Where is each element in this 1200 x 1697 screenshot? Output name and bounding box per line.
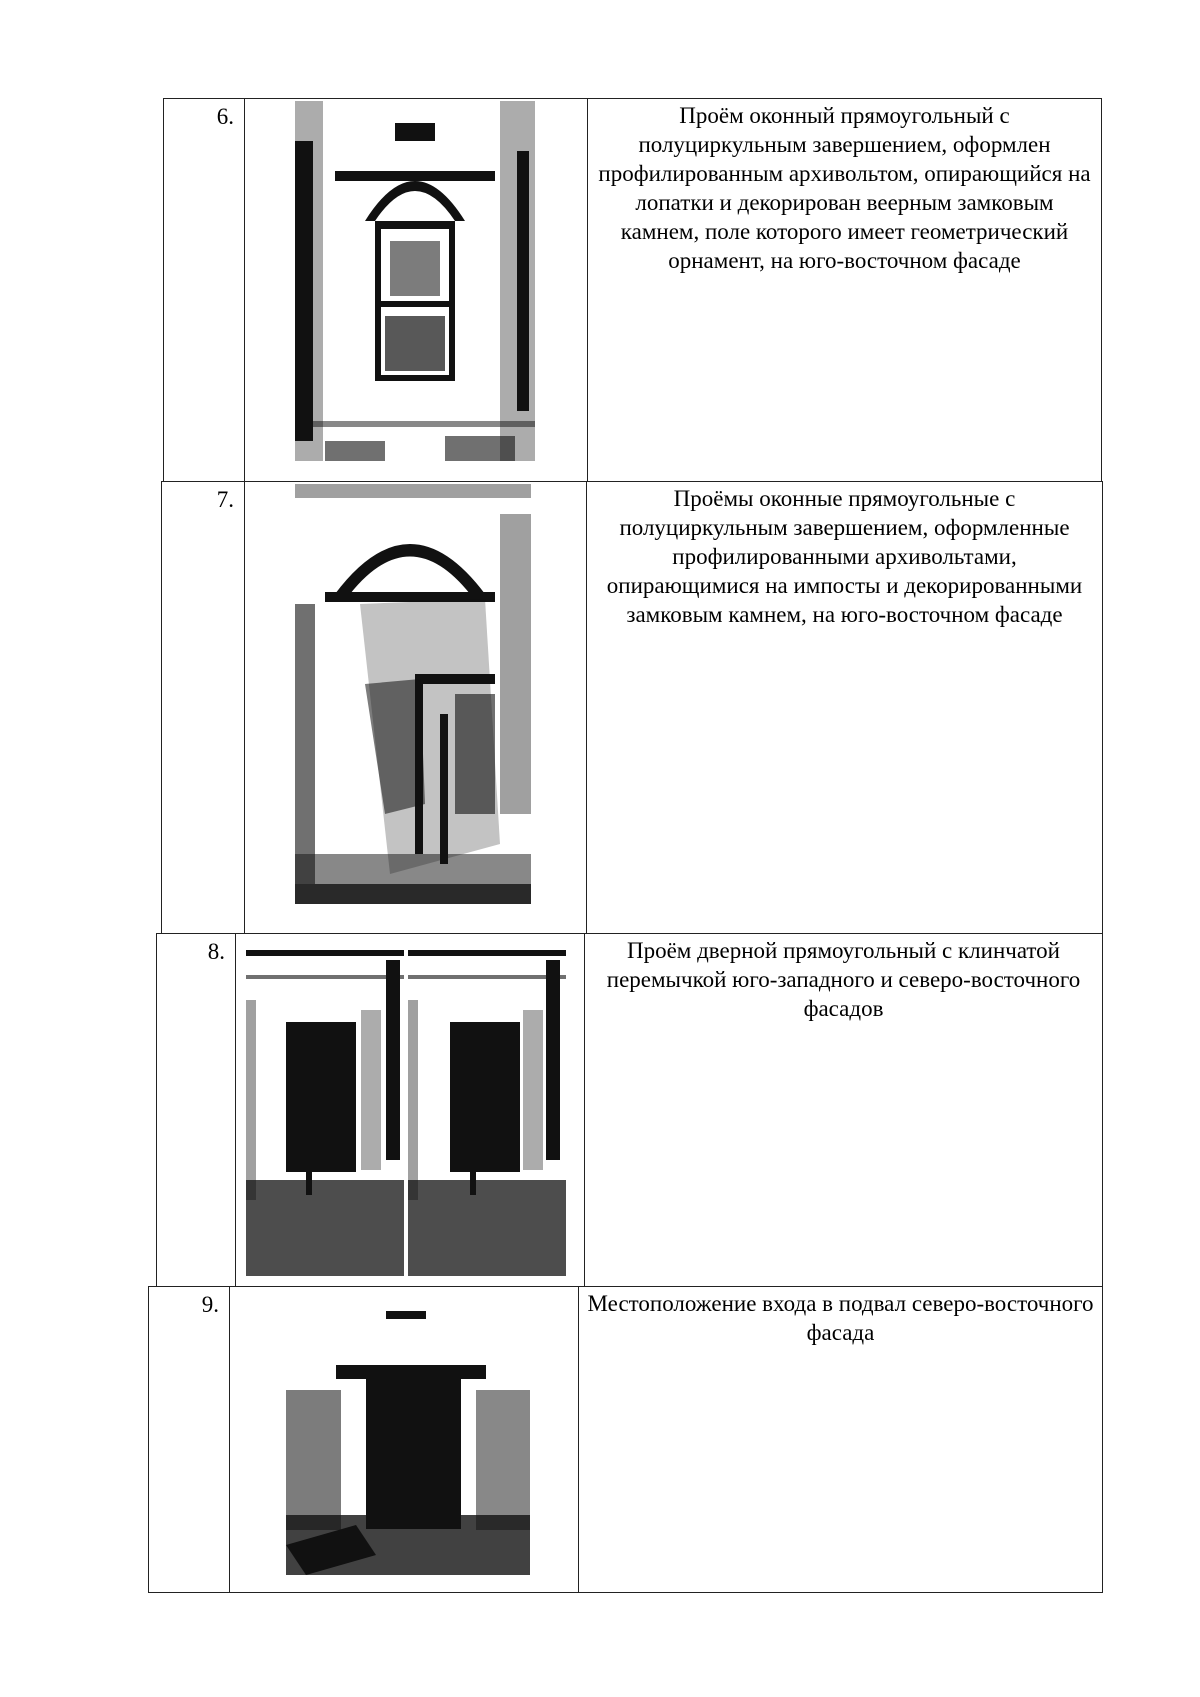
row-6-description-cell bbox=[587, 98, 1102, 482]
row-description: Местоположение входа в подвал северо-восточного фасада bbox=[587, 1291, 1094, 1345]
row-9-number-cell bbox=[148, 1286, 230, 1593]
row-7-description-cell bbox=[586, 481, 1103, 934]
basement-entrance-photo bbox=[286, 1295, 530, 1575]
row-9-photo-cell bbox=[229, 1286, 579, 1593]
row-8-photo-cell bbox=[235, 933, 585, 1287]
row-6-number-cell bbox=[163, 98, 245, 482]
doorway-photo-left bbox=[246, 940, 404, 1276]
row-number: 7. bbox=[216, 487, 234, 512]
row-8-description-cell bbox=[584, 933, 1103, 1287]
row-number: 9. bbox=[201, 1292, 219, 1317]
row-9-description-cell bbox=[578, 1286, 1103, 1593]
row-8-number-cell bbox=[156, 933, 236, 1287]
arched-window-photo bbox=[295, 101, 535, 461]
row-number: 6. bbox=[216, 104, 234, 129]
row-7-photo-cell bbox=[244, 481, 587, 934]
row-6-photo-cell bbox=[244, 98, 588, 482]
row-7-number-cell bbox=[161, 481, 245, 934]
arched-windows-photo bbox=[295, 484, 531, 904]
row-number: 8. bbox=[207, 939, 225, 964]
doorway-photo-right bbox=[408, 940, 566, 1276]
row-description: Проёмы оконные прямоугольные с полуциркульным завершением, оформленные профилированными архивольтами, опирающимися на импосты и декорированными замковым камнем, на юго-восточном фасаде bbox=[606, 486, 1083, 627]
row-description: Проём дверной прямоугольный с клинчатой перемычкой юго-западного и северо-восточного фасадов bbox=[606, 938, 1081, 1021]
row-description: Проём оконный прямоугольный с полуциркульным завершением, оформлен профилированным архивольтом, опирающийся на лопатки и декорирован веерным замковым камнем, поле которого имеет геометрический орнамент, на юго-восточном фасаде bbox=[598, 103, 1091, 273]
